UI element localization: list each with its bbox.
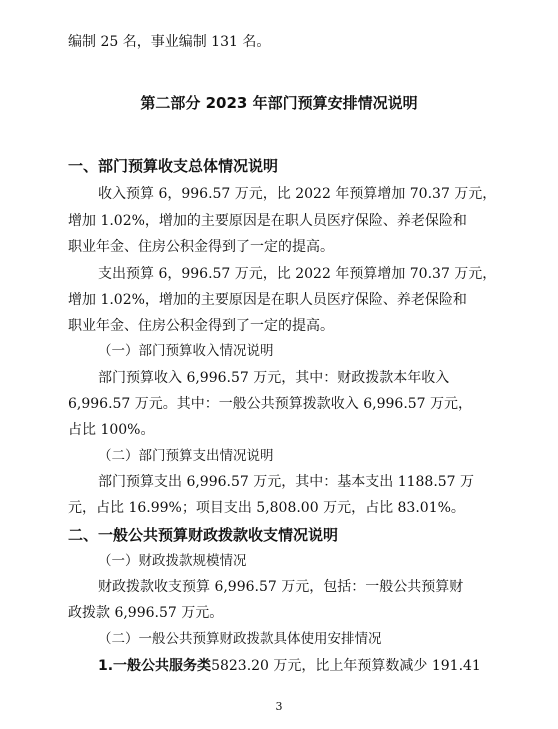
subsection-heading: （二）一般公共预算财政拨款具体使用安排情况	[98, 631, 382, 647]
paragraph-line: 占比 100%。	[68, 422, 155, 438]
paragraph-line: 收入预算 6，996.57 万元，比 2022 年预算增加 70.37 万元，	[98, 186, 497, 202]
paragraph-line: 增加 1.02%，增加的主要原因是在职人员医疗保险、养老保险和	[68, 213, 467, 229]
paragraph-line	[98, 656, 481, 676]
paragraph-line: 编制 25 名，事业编制 131 名。	[68, 34, 271, 50]
item-title: 1.一般公共服务类	[98, 658, 212, 674]
section-heading: 一、部门预算收支总体情况说明	[68, 157, 279, 175]
subsection-heading: （一）部门预算收入情况说明	[98, 343, 274, 359]
section-heading: 二、一般公共预算财政拨款收支情况说明	[68, 526, 339, 544]
subsection-heading: （一）财政拨款规模情况	[98, 553, 247, 569]
page-number: 3	[275, 700, 283, 713]
subsection-heading: （二）部门预算支出情况说明	[98, 448, 274, 464]
paragraph-line: 政拨款 6,996.57 万元。	[68, 605, 224, 621]
paragraph-line: 部门预算支出 6,996.57 万元，其中：基本支出 1188.57 万	[98, 474, 475, 490]
paragraph-line: 支出预算 6，996.57 万元，比 2022 年预算增加 70.37 万元，	[98, 266, 497, 282]
paragraph-line: 部门预算收入 6,996.57 万元，其中：财政拨款本年收入	[98, 370, 450, 386]
paragraph-line: 职业年金、住房公积金得到了一定的提高。	[68, 239, 334, 255]
part-heading: 第二部分 2023 年部门预算安排情况说明	[140, 94, 418, 112]
paragraph-line: 增加 1.02%，增加的主要原因是在职人员医疗保险、养老保险和	[68, 292, 467, 308]
paragraph-line: 6,996.57 万元。其中：一般公共预算拨款收入 6,996.57 万元，	[68, 396, 473, 412]
item-text: 5823.20 万元，比上年预算数减少 191.41	[211, 658, 481, 674]
paragraph-line: 职业年金、住房公积金得到了一定的提高。	[68, 318, 334, 334]
paragraph-line: 元，占比 16.99%；项目支出 5,808.00 万元，占比 83.01%。	[68, 500, 465, 516]
paragraph-line: 财政拨款收支预算 6,996.57 万元，包括：一般公共预算财	[98, 579, 464, 595]
